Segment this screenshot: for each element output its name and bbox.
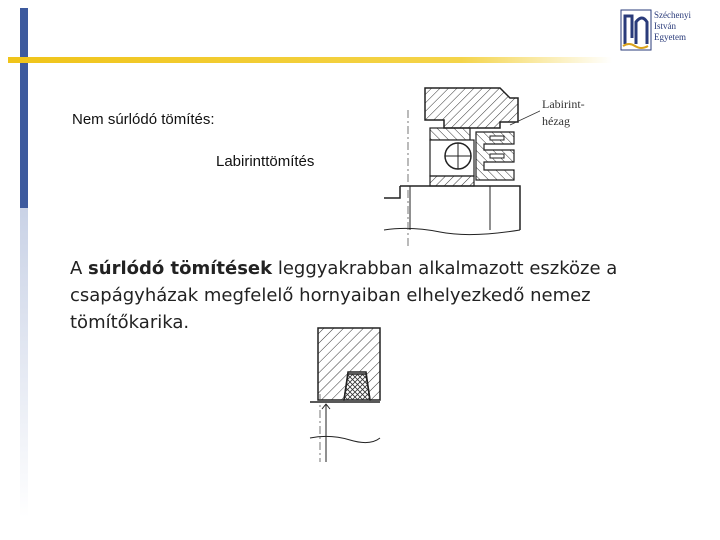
logo-line-3: Egyetem <box>654 32 686 42</box>
labyrinth-seal-drawing <box>380 80 540 250</box>
logo-line-1: Széchenyi <box>654 10 691 20</box>
header-rule <box>8 57 612 63</box>
felt-seal-drawing <box>300 322 400 467</box>
labyrinth-gap-label <box>542 96 585 130</box>
left-accent-bar <box>20 8 28 208</box>
logo-line-2: István <box>654 21 676 31</box>
paragraph-emphasis: súrlódó tömítések <box>88 258 273 279</box>
section-subtitle-2: Labirinttömítés <box>216 153 315 170</box>
paragraph-rest: leggyakrabban alkalmazott eszköze a csapágyházak megfelelő hornyaiban elhelyezkedő nemez tömítőkarika. <box>70 258 618 333</box>
paragraph-start: A <box>70 258 89 279</box>
section-subtitle: Nem súrlódó tömítés: <box>72 111 215 128</box>
labyrinth-label-line-2: hézag <box>542 114 570 128</box>
labyrinth-label-line-1: Labirint- <box>542 97 585 111</box>
left-accent-bar-fade <box>20 208 28 518</box>
logo-wordmark <box>654 10 691 43</box>
